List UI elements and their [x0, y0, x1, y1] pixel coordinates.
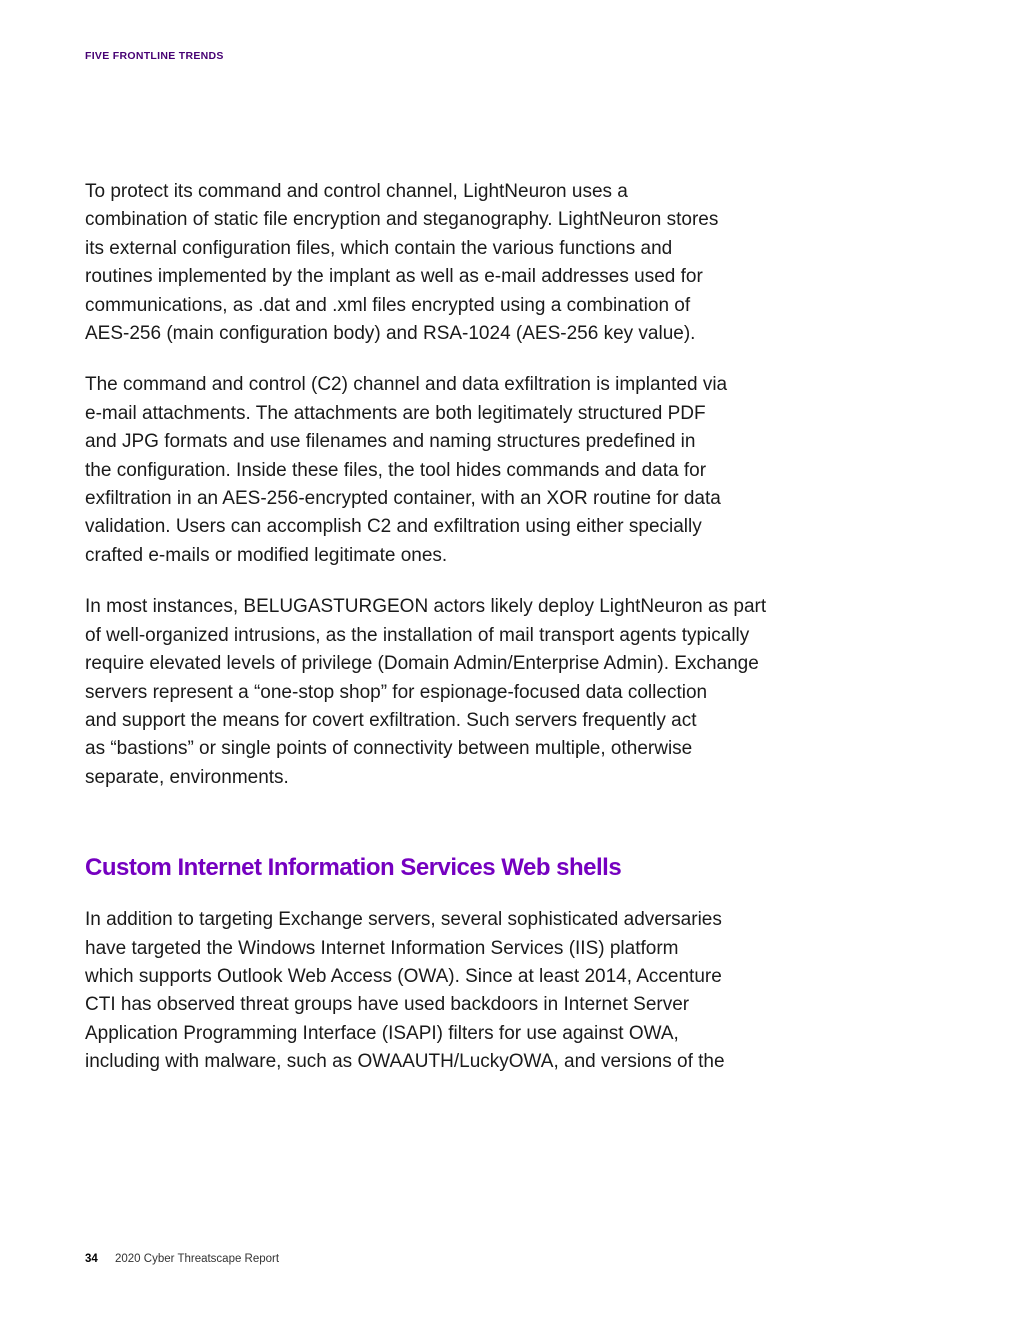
text-line: In most instances, BELUGASTURGEON actors likely deploy LightNeuron as part	[85, 596, 767, 618]
text-line: exfiltration in an AES-256-encrypted container, with an XOR routine for data	[85, 488, 721, 510]
section-label: FIVE FRONTLINE TRENDS	[85, 50, 224, 62]
text-line: AES-256 (main configuration body) and RSA-1024 (AES-256 key value).	[85, 323, 696, 345]
text-line: separate, environments.	[85, 766, 289, 788]
text-line: including with malware, such as OWAAUTH/LuckyOWA, and versions of the	[85, 1051, 725, 1073]
text-line: of well-organized intrusions, as the installation of mail transport agents typically	[85, 624, 750, 646]
text-line: combination of static file encryption and steganography. LightNeuron stores	[85, 209, 719, 231]
text-line: Application Programming Interface (ISAPI) filters for use against OWA,	[85, 1022, 679, 1044]
text-line: e-mail attachments. The attachments are both legitimately structured PDF	[85, 402, 706, 424]
section-heading: Custom Internet Information Services Web shells	[85, 854, 622, 882]
paragraph-4	[85, 906, 845, 1076]
text-line: servers represent a “one-stop shop” for espionage-focused data collection	[85, 681, 708, 703]
paragraph-1	[85, 178, 845, 348]
text-line: communications, as .dat and .xml files encrypted using a combination of	[85, 294, 691, 316]
text-line: as “bastions” or single points of connectivity between multiple, otherwise	[85, 738, 693, 760]
text-line: and JPG formats and use filenames and naming structures predefined in	[85, 431, 696, 453]
text-line: the configuration. Inside these files, the tool hides commands and data for	[85, 459, 707, 481]
page-number: 34	[85, 1253, 98, 1265]
text-line: require elevated levels of privilege (Domain Admin/Enterprise Admin). Exchange	[85, 653, 759, 675]
text-line: crafted e-mails or modified legitimate ones.	[85, 544, 448, 566]
paragraph-2	[85, 371, 845, 570]
text-line: and support the means for covert exfiltration. Such servers frequently act	[85, 709, 697, 731]
main-content	[85, 178, 845, 1100]
text-line: routines implemented by the implant as well as e-mail addresses used for	[85, 266, 703, 288]
text-line: its external configuration files, which contain the various functions and	[85, 237, 673, 259]
page-footer	[85, 1253, 279, 1265]
text-line: To protect its command and control channel, LightNeuron uses a	[85, 181, 628, 202]
paragraph-3	[85, 593, 845, 792]
text-line: CTI has observed threat groups have used backdoors in Internet Server	[85, 994, 690, 1016]
text-line: In addition to targeting Exchange servers, several sophisticated adversaries	[85, 909, 722, 931]
report-title: 2020 Cyber Threatscape Report	[115, 1253, 280, 1265]
text-line: have targeted the Windows Internet Information Services (IIS) platform	[85, 937, 679, 959]
text-line: which supports Outlook Web Access (OWA). Since at least 2014, Accenture	[85, 965, 722, 987]
text-line: The command and control (C2) channel and data exfiltration is implanted via	[85, 374, 728, 396]
text-line: validation. Users can accomplish C2 and exfiltration using either specially	[85, 516, 702, 538]
